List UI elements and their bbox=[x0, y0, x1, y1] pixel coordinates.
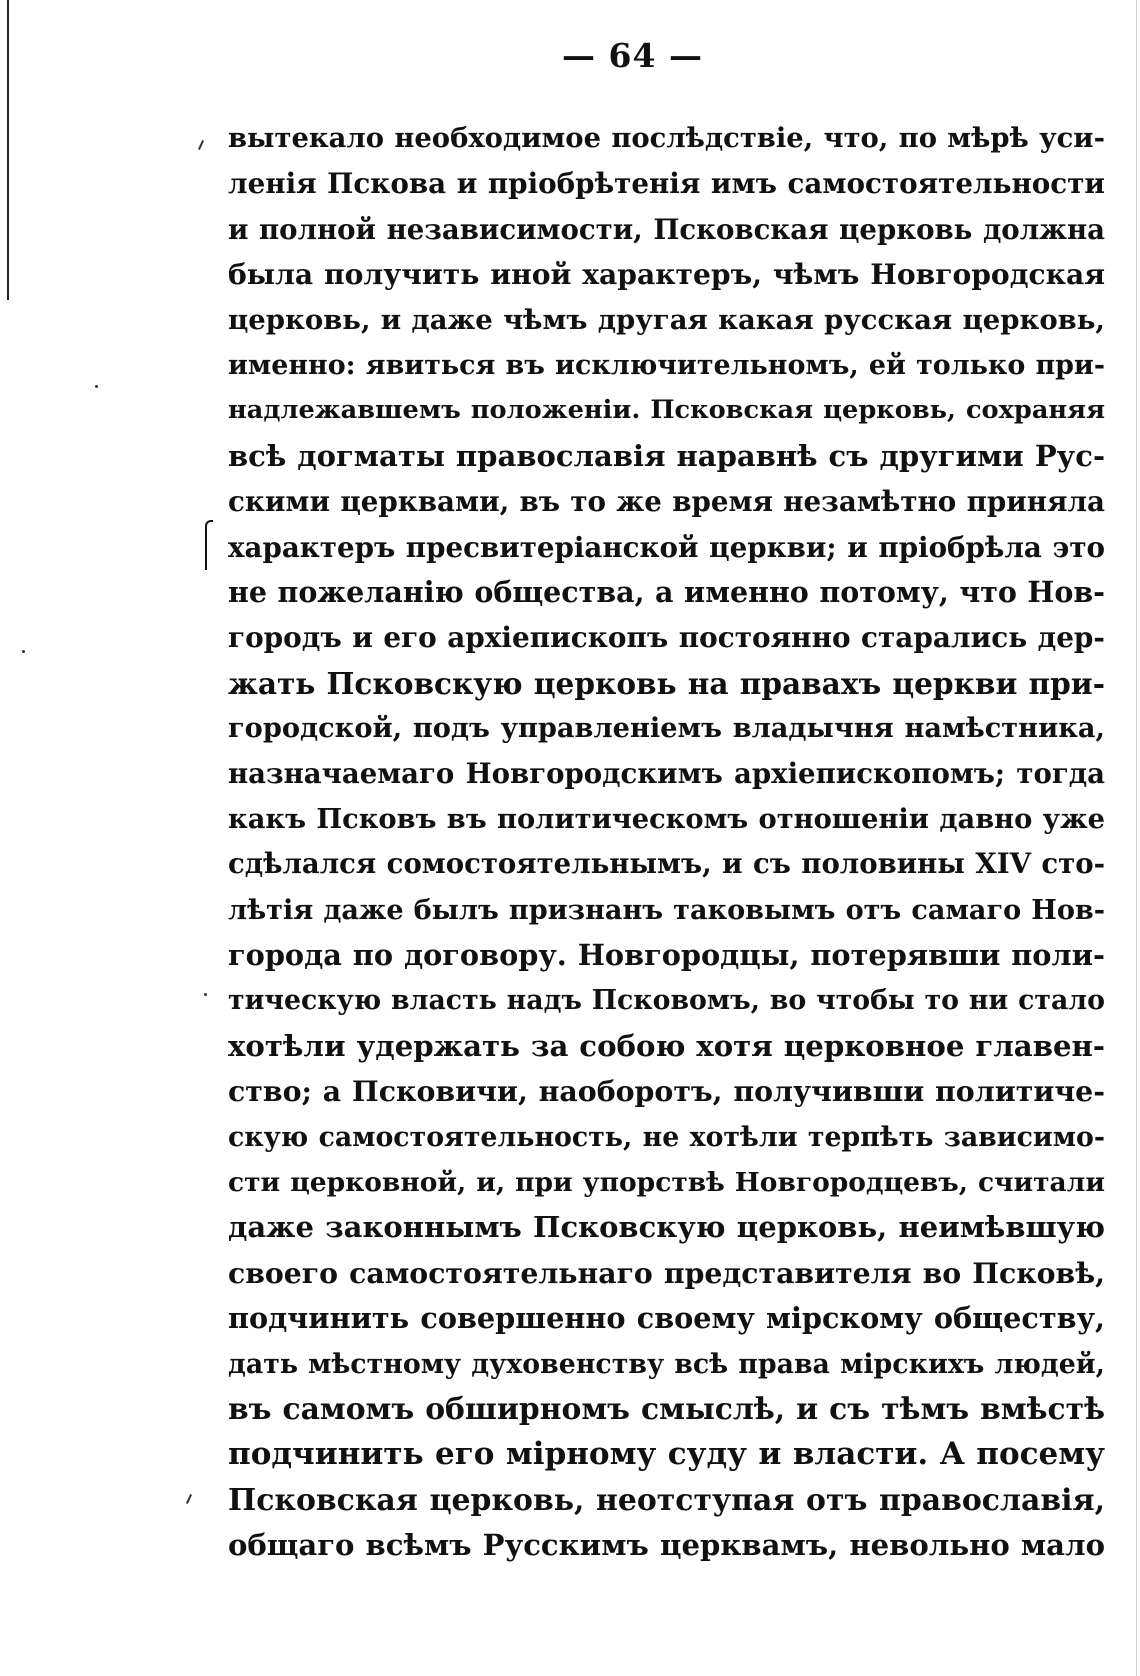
text-line: именно: явиться въ исключительномъ, ей только при- bbox=[228, 349, 1105, 381]
text-line: характеръ пресвитеріанской церкви; и пріобрѣла это bbox=[228, 530, 1105, 564]
text-line: вытекало необходимое послѣдствіе, что, по мѣрѣ уси- bbox=[228, 122, 1105, 154]
page-number: — 64 — bbox=[562, 36, 703, 75]
text-line: скую самостоятельность, не хотѣли терпѣть зависимо- bbox=[228, 1121, 1105, 1153]
text-line: дать мѣстному духовенству всѣ права мірскихъ людей, bbox=[228, 1348, 1105, 1380]
text-line: города по договору. Новгородцы, потерявши поли- bbox=[228, 938, 1105, 973]
margin-dot-mark bbox=[22, 650, 25, 653]
text-line: тическую власть надъ Псковомъ, во чтобы то ни стало bbox=[228, 985, 1105, 1017]
text-line: подчинить совершенно своему мірскому обществу, bbox=[228, 1301, 1105, 1336]
text-line: скими церквами, въ то же время незамѣтно приняла bbox=[228, 485, 1105, 519]
text-line: надлежавшемъ положеніи. Псковская церковь, сохраняя bbox=[228, 395, 1105, 426]
body-text bbox=[228, 116, 1105, 1569]
text-line: всѣ догматы православія наравнѣ съ другими Рус- bbox=[228, 438, 1105, 473]
margin-bracket-mark bbox=[205, 520, 213, 570]
text-line: даже законнымъ Псковскую церковь, неимѣвшую bbox=[228, 1210, 1105, 1245]
text-line: церковь, и даже чѣмъ другая какая русская церковь, bbox=[228, 303, 1105, 336]
text-line: въ самомъ обширномъ смыслѣ, и съ тѣмъ вмѣстѣ bbox=[228, 1391, 1105, 1427]
text-line: городской, подъ управленіемъ владычня намѣстника, bbox=[228, 712, 1105, 745]
page-edge-right bbox=[1136, 0, 1137, 1676]
text-line: сти церковной, и, при упорствѣ Новгородцевъ, считали bbox=[228, 1166, 1105, 1198]
text-line: жать Псковскую церковь на правахъ церкви при- bbox=[228, 665, 1105, 701]
margin-tick-mark bbox=[198, 140, 204, 150]
margin-tick-mark bbox=[186, 1494, 192, 1504]
text-line: ство; а Псковичи, наоборотъ, получивши политиче- bbox=[228, 1074, 1105, 1109]
text-line: общаго всѣмъ Русскимъ церквамъ, невольно мало bbox=[228, 1528, 1105, 1563]
text-line: подчинить его мірному суду и власти. А посему bbox=[228, 1436, 1105, 1473]
text-line: была получить иной характеръ, чѣмъ Новгородская bbox=[228, 258, 1105, 292]
text-line: ленія Пскова и пріобрѣтенія имъ самостоятельности bbox=[228, 167, 1105, 201]
text-line: какъ Псковъ въ политическомъ отношеніи давно уже bbox=[228, 802, 1105, 835]
text-line: не пожеланію общества, а именно потому, что Нов- bbox=[228, 574, 1105, 609]
text-line: хотѣли удержать за собою хотя церковное главен- bbox=[228, 1028, 1105, 1063]
text-line: назначаемаго Новгородскимъ архіепископомъ; тогда bbox=[228, 757, 1105, 791]
margin-dot-mark bbox=[204, 993, 207, 996]
text-line: сдѣлался сомостоятельнымъ, и съ половины XIV сто- bbox=[228, 848, 1105, 881]
text-line: своего самостоятельнаго представителя во Псковѣ, bbox=[228, 1255, 1105, 1290]
text-line: городъ и его архіепископъ постоянно старались дер- bbox=[228, 621, 1105, 655]
text-line: лѣтія даже былъ признанъ таковымъ отъ самаго Нов- bbox=[228, 894, 1105, 926]
text-line: и полной независимости, Псковская церковь должна bbox=[228, 212, 1105, 246]
text-line: Псковская церковь, неотступая отъ православія, bbox=[228, 1482, 1105, 1518]
margin-dot-mark bbox=[95, 385, 98, 388]
